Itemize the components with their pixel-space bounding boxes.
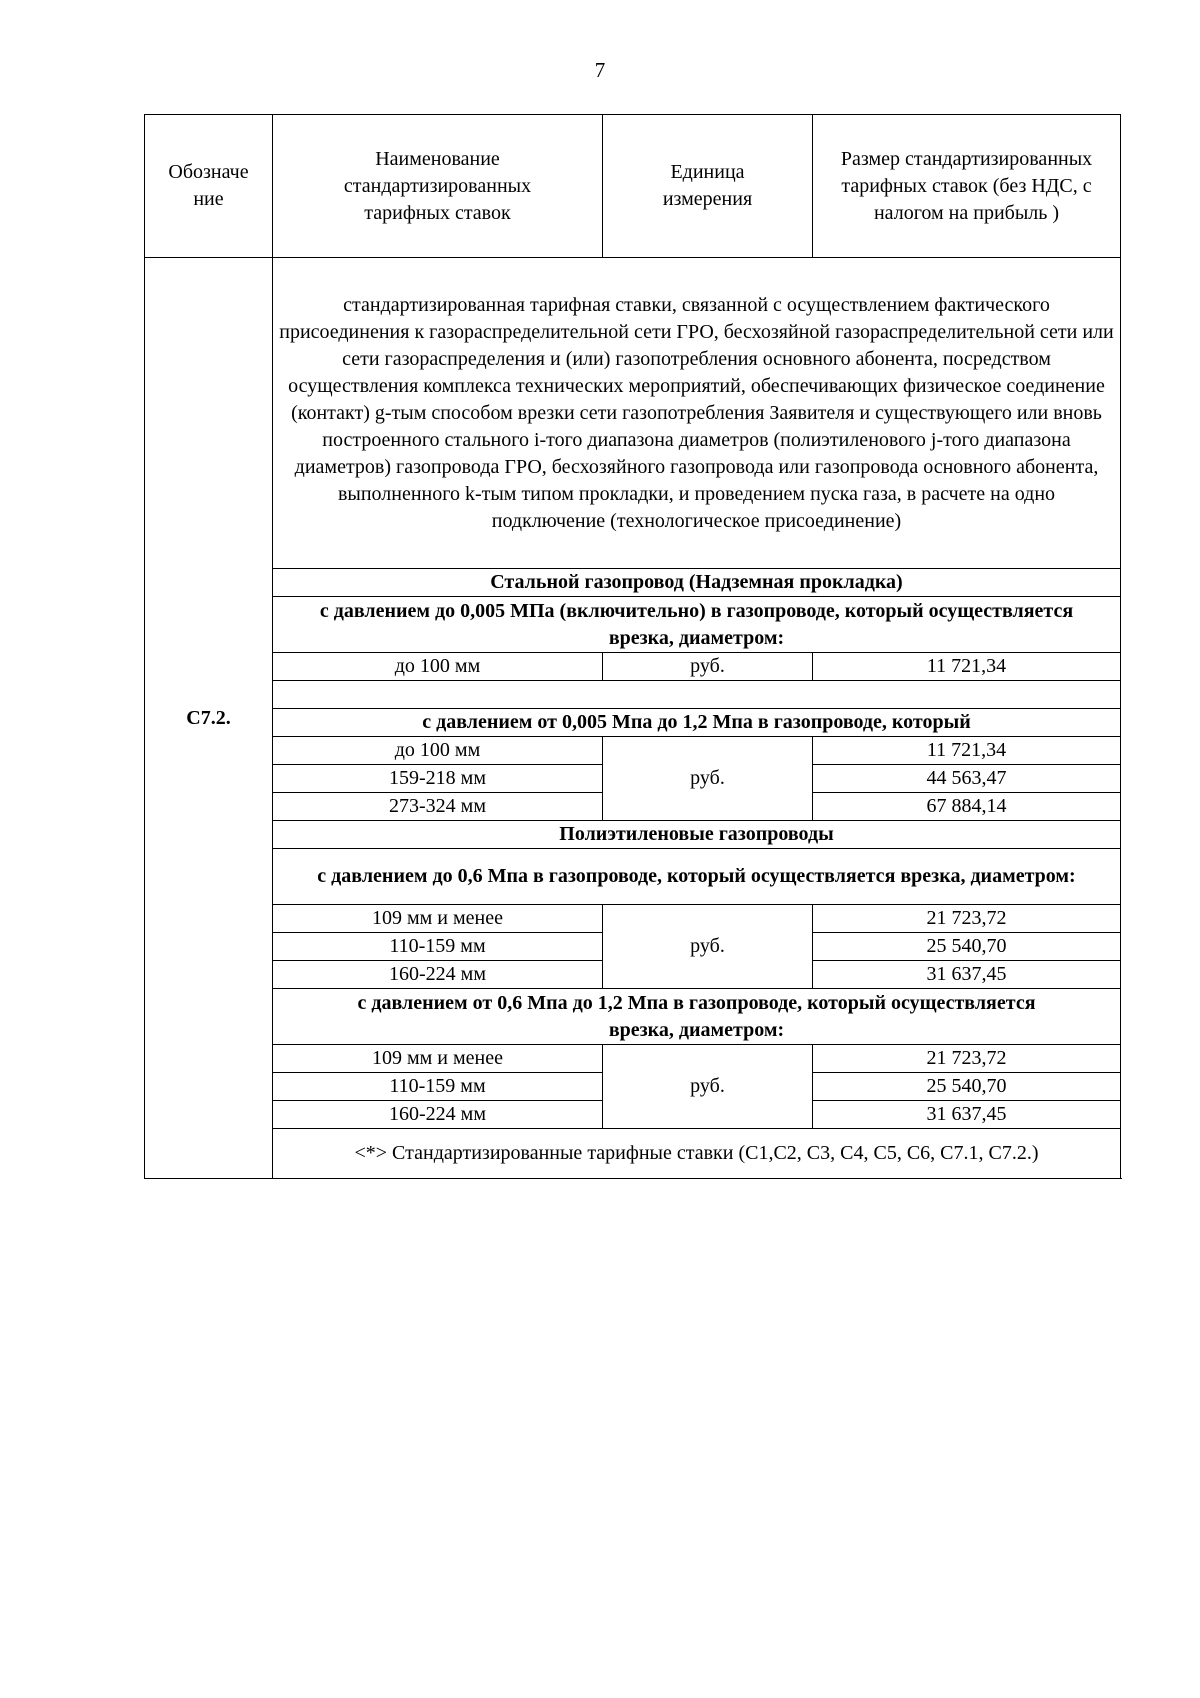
header-unit: Единица измерения <box>603 115 813 258</box>
table-row <box>145 905 1121 933</box>
description-row <box>145 258 1121 569</box>
poly-group2-title: с давлением от 0,6 Мпа до 1,2 Мпа в газопроводе, который осуществляется врезка, диаметром: <box>273 989 1121 1045</box>
header-row <box>145 115 1121 258</box>
group-heading-row <box>145 709 1121 737</box>
footnote-row <box>145 1129 1121 1179</box>
group-heading-row <box>145 989 1121 1045</box>
diameter-cell: до 100 мм <box>273 737 603 765</box>
steel-section-title: Стальной газопровод (Надземная прокладка) <box>273 569 1121 597</box>
empty-cell <box>273 681 1121 709</box>
diameter-cell: до 100 мм <box>273 653 603 681</box>
diameter-cell: 273-324 мм <box>273 793 603 821</box>
value-cell: 31 637,45 <box>813 961 1121 989</box>
unit-cell: руб. <box>603 737 813 821</box>
section-heading-row <box>145 821 1121 849</box>
value-cell: 31 637,45 <box>813 1101 1121 1129</box>
unit-cell: руб. <box>603 905 813 989</box>
page-number: 7 <box>594 58 606 82</box>
diameter-cell: 160-224 мм <box>273 961 603 989</box>
steel-group2-title: с давлением от 0,005 Мпа до 1,2 Мпа в газопроводе, который <box>273 709 1121 737</box>
rate-description: стандартизированная тарифная ставки, связанной с осуществлением фактического присоединения к газораспределительной сети ГРО, бесхозяйной газораспределительной сети или сети газораспределения и (или) газопотребления основного абонента, посредством осуществления комплекса технических мероприятий, обеспечивающих физическое соединение (контакт) g-тым способом врезки сети газопотребления Заявителя и существующего или вновь построенного стального i-того диапазона диаметров (полиэтиленового j-того диапазона диаметров) газопровода ГРО, бесхозяйного газопровода или газопровода основного абонента, выполненного k-тым типом прокладки, и проведением пуска газа, в расчете на одно подключение (технологическое присоединение) <box>273 258 1121 569</box>
diameter-cell: 159-218 мм <box>273 765 603 793</box>
value-cell: 44 563,47 <box>813 765 1121 793</box>
table-row <box>145 737 1121 765</box>
diameter-cell: 110-159 мм <box>273 933 603 961</box>
header-name: Наименование стандартизированных тарифных ставок <box>273 115 603 258</box>
unit-cell: руб. <box>603 1045 813 1129</box>
empty-row <box>145 681 1121 709</box>
steel-group1-title: с давлением до 0,005 МПа (включительно) в газопроводе, который осуществляется врезка, диаметром: <box>273 597 1121 653</box>
poly-section-title: Полиэтиленовые газопроводы <box>273 821 1121 849</box>
group-heading-row <box>145 597 1121 653</box>
value-cell: 25 540,70 <box>813 1073 1121 1101</box>
value-cell: 21 723,72 <box>813 1045 1121 1073</box>
unit-cell: руб. <box>603 653 813 681</box>
value-cell: 21 723,72 <box>813 905 1121 933</box>
value-cell: 11 721,34 <box>813 737 1121 765</box>
value-cell: 25 540,70 <box>813 933 1121 961</box>
diameter-cell: 110-159 мм <box>273 1073 603 1101</box>
section-heading-row <box>145 569 1121 597</box>
header-size: Размер стандартизированных тарифных ставок (без НДС, с налогом на прибыль ) <box>813 115 1121 258</box>
rate-code: C7.2. <box>145 258 273 1179</box>
table-row <box>145 653 1121 681</box>
footnote: <*> Стандартизированные тарифные ставки (С1,С2, С3, С4, С5, С6, С7.1, С7.2.) <box>273 1129 1121 1179</box>
group-heading-row <box>145 849 1121 905</box>
value-cell: 67 884,14 <box>813 793 1121 821</box>
diameter-cell: 109 мм и менее <box>273 1045 603 1073</box>
tariff-table <box>144 114 1121 1179</box>
value-cell: 11 721,34 <box>813 653 1121 681</box>
table-row <box>145 1045 1121 1073</box>
header-code: Обозначе ние <box>145 115 273 258</box>
poly-group1-title: с давлением до 0,6 Мпа в газопроводе, который осуществляется врезка, диаметром: <box>273 849 1121 905</box>
diameter-cell: 160-224 мм <box>273 1101 603 1129</box>
diameter-cell: 109 мм и менее <box>273 905 603 933</box>
